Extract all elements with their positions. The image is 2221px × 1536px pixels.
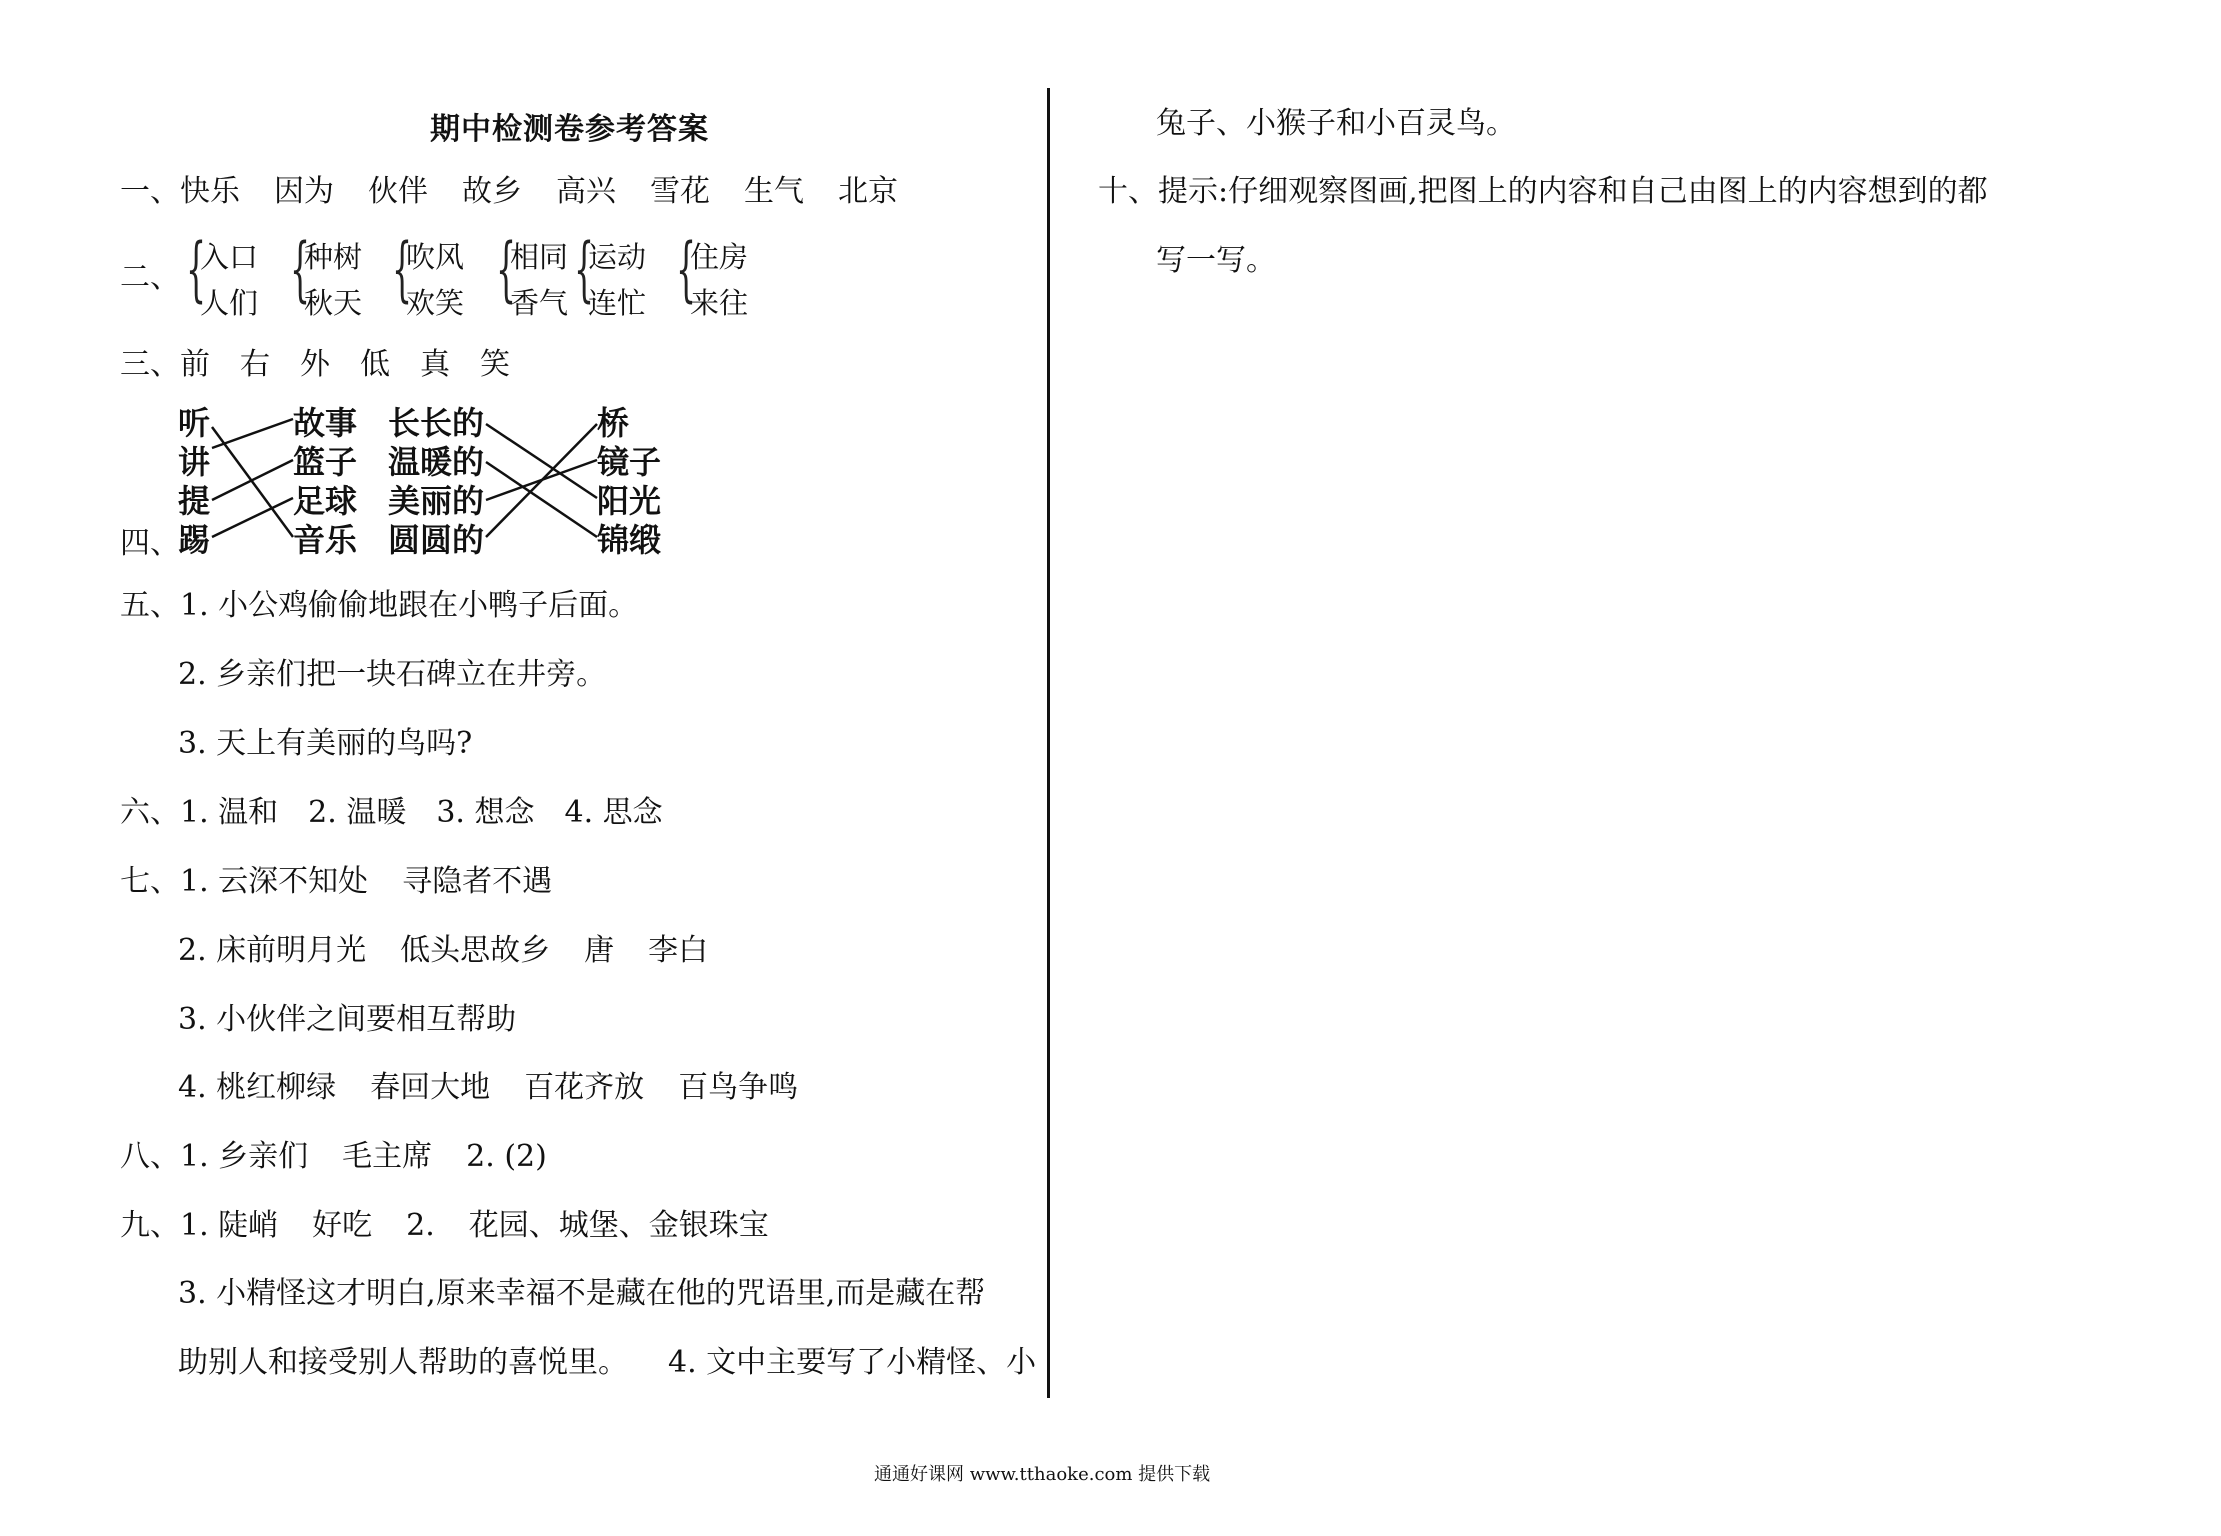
q8-item: 1. 乡亲们: [180, 1139, 309, 1174]
q9-prefix: 九、: [120, 1208, 180, 1243]
q2-pair-top: 相同: [510, 240, 569, 274]
q8-prefix: 八、: [120, 1139, 180, 1174]
q7-part: 春回大地: [370, 1070, 491, 1105]
match-line: [212, 498, 293, 537]
match-word: 故事: [293, 404, 358, 442]
page-title: 期中检测卷参考答案: [430, 112, 709, 147]
q2-pair-bottom: 连忙: [588, 286, 647, 320]
match-word: 音乐: [293, 521, 358, 559]
q6-item: 4. 思念: [564, 795, 663, 830]
match-word: 足球: [293, 482, 358, 520]
q7-part: 2. 床前明月光: [178, 933, 367, 968]
q2-pair-bottom: 秋天: [304, 286, 363, 320]
q9-line: 3. 小精怪这才明白,原来幸福不是藏在他的咒语里,而是藏在帮: [178, 1276, 986, 1311]
q5-item: 2. 乡亲们把一块石碑立在井旁。: [178, 657, 607, 692]
q6-prefix: 六、: [120, 795, 180, 830]
question-6: [120, 793, 663, 833]
q8-item: 2. (2): [466, 1139, 547, 1174]
match-word: 听: [178, 404, 211, 442]
match-word: 桥: [597, 404, 630, 442]
q7-part: 寻隐者不遇: [402, 864, 553, 899]
q3-prefix: 三、: [120, 347, 180, 382]
match-line: [486, 424, 597, 498]
q6-item: 3. 想念: [436, 795, 535, 830]
match-word: 镜子: [597, 443, 662, 481]
footer-credit: 通通好课网 www.tthaoke.com 提供下载: [874, 1464, 1211, 1485]
q2-pair-top: 运动: [588, 240, 647, 274]
q4-prefix: 四、: [120, 526, 180, 561]
brace-icon: {: [290, 228, 311, 310]
brace-icon: {: [676, 228, 697, 310]
q9-part: 2.: [406, 1208, 435, 1243]
q1-word: 雪花: [650, 174, 710, 209]
brace-icon: {: [574, 228, 595, 310]
q7-part: 4. 桃红柳绿: [178, 1070, 337, 1105]
q1-word: 北京: [838, 174, 898, 209]
q3-word: 右: [240, 347, 270, 382]
q9-part: 4. 文中主要写了小精怪、小: [668, 1345, 1037, 1380]
q2-pair-bottom: 香气: [510, 286, 569, 320]
q7-item: [178, 931, 708, 971]
q7-prefix: 七、: [120, 864, 180, 899]
q1-word: 快乐: [180, 174, 240, 209]
q3-word: 笑: [480, 347, 510, 382]
brace-icon: {: [392, 228, 413, 310]
question-7: [120, 862, 552, 902]
brace-icon: {: [186, 228, 207, 310]
q2-pair-bottom: 人们: [200, 286, 259, 320]
question-8: [120, 1137, 547, 1177]
q9-part: 花园、城堡、金银珠宝: [468, 1208, 769, 1243]
q3-word: 真: [420, 347, 450, 382]
q7-part: 李白: [648, 933, 709, 968]
q7-item: [178, 1068, 798, 1108]
question-10: [1098, 172, 1988, 212]
q1-word: 高兴: [556, 174, 616, 209]
q2-pair-bottom: 来往: [690, 286, 749, 320]
q7-part: 1. 云深不知处: [180, 864, 369, 899]
q9-part: 助别人和接受别人帮助的喜悦里。: [178, 1345, 628, 1380]
match-word: 篮子: [293, 443, 358, 481]
match-word: 温暖的: [388, 443, 485, 481]
q1-prefix: 一、: [120, 174, 180, 209]
q7-part: 百花齐放: [524, 1070, 645, 1105]
q10-prefix: 十、: [1098, 174, 1158, 209]
q9-line: [178, 1343, 1036, 1383]
match-line: [212, 427, 293, 537]
q7-item: 3. 小伙伴之间要相互帮助: [178, 1002, 517, 1037]
q2-pair-top: 入口: [200, 240, 259, 274]
q5-item: 1. 小公鸡偷偷地跟在小鸭子后面。: [180, 588, 639, 623]
q2-prefix: 二、: [120, 260, 180, 295]
q1-word: 因为: [274, 174, 334, 209]
q10-line: 写一写。: [1156, 243, 1276, 278]
q2-pair-top: 吹风: [406, 240, 465, 274]
q6-item: 1. 温和: [180, 795, 279, 830]
match-line: [212, 460, 293, 500]
q2-pair-top: 种树: [304, 240, 363, 274]
match-word: 踢: [178, 521, 211, 559]
q9-part: 1. 陡峭: [180, 1208, 279, 1243]
match-word: 锦缎: [597, 521, 662, 559]
match-word: 阳光: [597, 482, 662, 520]
q7-part: 唐: [584, 933, 615, 968]
match-word: 圆圆的: [388, 521, 485, 559]
match-word: 讲: [178, 443, 211, 481]
q3-word: 前: [180, 347, 210, 382]
match-word: 美丽的: [388, 482, 485, 520]
q3-word: 外: [300, 347, 330, 382]
brace-icon: {: [496, 228, 517, 310]
q9-continuation: 兔子、小猴子和小百灵鸟。: [1156, 106, 1516, 141]
q10-text: 提示:仔细观察图画,把图上的内容和自己由图上的内容想到的都: [1158, 174, 1988, 209]
q5-prefix: 五、: [120, 588, 180, 623]
q1-word: 生气: [744, 174, 804, 209]
q8-item: 毛主席: [342, 1139, 433, 1174]
q2-pair-top: 住房: [690, 240, 749, 274]
question-5: [120, 586, 638, 626]
q1-word: 伙伴: [368, 174, 428, 209]
match-line: [486, 462, 597, 537]
q1-word: 故乡: [462, 174, 522, 209]
q7-part: 百鸟争鸣: [678, 1070, 799, 1105]
q3-word: 低: [360, 347, 390, 382]
q7-part: 低头思故乡: [400, 933, 551, 968]
column-divider: [1047, 88, 1050, 1398]
q5-item: 3. 天上有美丽的鸟吗?: [178, 726, 473, 761]
q9-part: 好吃: [312, 1208, 373, 1243]
q6-item: 2. 温暖: [308, 795, 407, 830]
match-word: 长长的: [388, 404, 485, 442]
q2-pair-bottom: 欢笑: [406, 286, 465, 320]
question-9: [120, 1206, 769, 1246]
match-word: 提: [178, 482, 211, 520]
match-line: [486, 424, 597, 537]
